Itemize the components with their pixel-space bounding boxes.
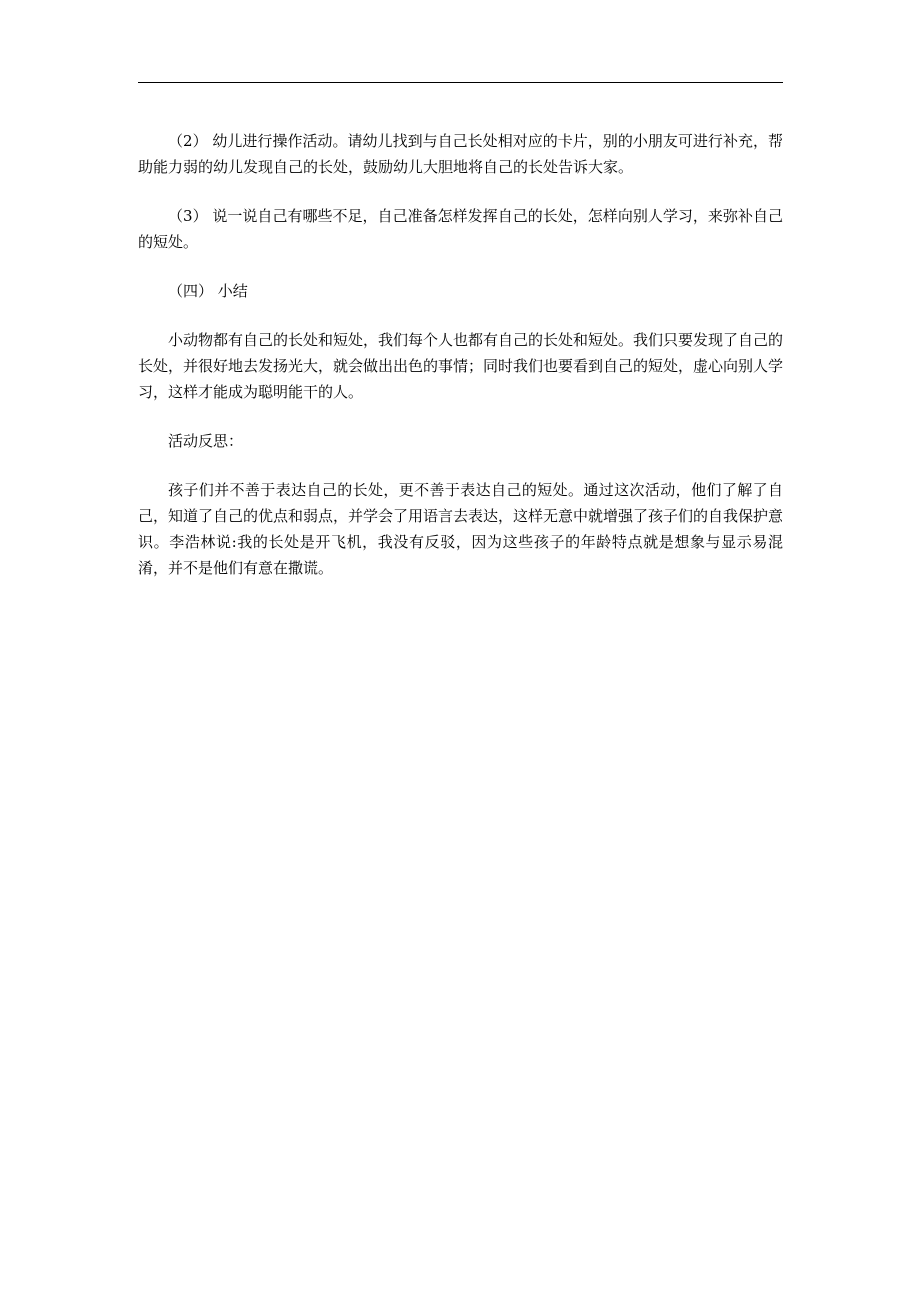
document-body — [138, 128, 783, 604]
paragraph-step-3: （3） 说一说自己有哪些不足，自己准备怎样发挥自己的长处，怎样向别人学习，来弥补自己的短处。 — [138, 207, 783, 251]
paragraph-reflection: 孩子们并不善于表达自己的长处，更不善于表达自己的短处。通过这次活动，他们了解了自己，知道了自己的优点和弱点，并学会了用语言去表达，这样无意中就增强了孩子们的自我保护意识。李浩林说:我的长处是开飞机，我没有反驳，因为这些孩子的年龄特点就是想象与显示易混淆，并不是他们有意在撒谎。 — [138, 481, 784, 577]
section-heading-summary: （四） 小结 — [168, 282, 248, 300]
header-rule — [138, 82, 783, 83]
paragraph-step-2: （2） 幼儿进行操作活动。请幼儿找到与自己长处相对应的卡片，别的小朋友可进行补充，帮助能力弱的幼儿发现自己的长处，鼓励幼儿大胆地将自己的长处告诉大家。 — [138, 132, 783, 176]
section-heading-reflection: 活动反思： — [168, 432, 244, 450]
paragraph-summary: 小动物都有自己的长处和短处，我们每个人也都有自己的长处和短处。我们只要发现了自己的长处，并很好地去发扬光大，就会做出出色的事情；同时我们也要看到自己的短处，虚心向别人学习，这样才能成为聪明能干的人。 — [138, 331, 784, 401]
